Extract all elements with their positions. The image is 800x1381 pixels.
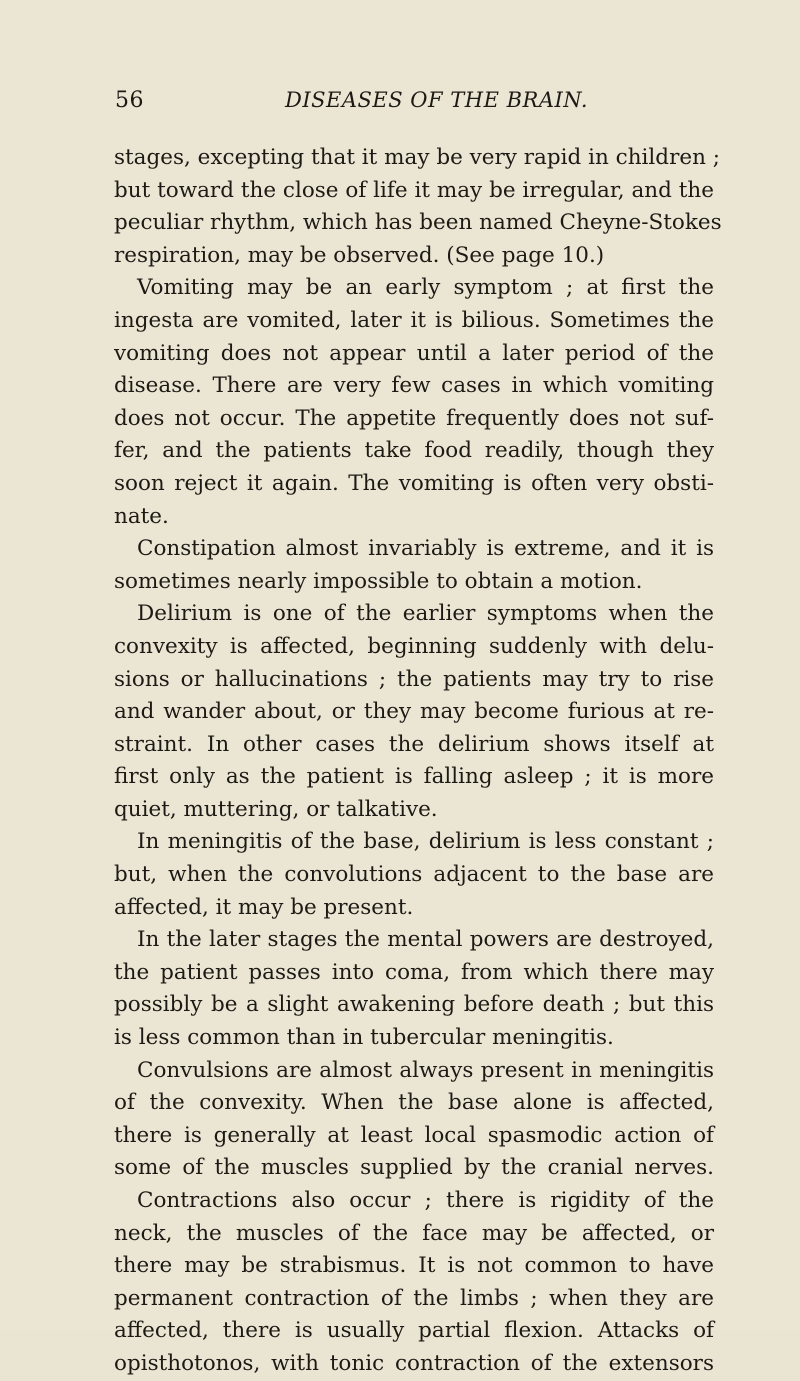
text-line: possibly be a slight awakening before death ; but this — [114, 992, 714, 1018]
text-line: nate. — [114, 503, 169, 529]
text-line: and wander about, or they may become furious at re- — [114, 699, 714, 725]
text-line: opisthotonos, with tonic contraction of the extensors — [114, 1350, 714, 1376]
text-line: does not occur. The appetite frequently does not suf- — [114, 405, 714, 431]
text-line: quiet, muttering, or talkative. — [114, 796, 438, 822]
text-line: of the convexity. When the base alone is affected, — [114, 1090, 714, 1116]
text-line: Convulsions are almost always present in meningitis — [137, 1057, 714, 1083]
text-line: respiration, may be observed. (See page 10.) — [114, 242, 605, 268]
text-line: Constipation almost invariably is extreme, and it is — [137, 536, 714, 562]
text-line: soon reject it again. The vomiting is often very obsti- — [114, 470, 714, 496]
body-text — [114, 142, 722, 1381]
page-number: 56 — [115, 88, 144, 113]
text-line: stages, excepting that it may be very rapid in children ; — [114, 145, 720, 170]
text-line: there may be strabismus. It is not common to have — [114, 1253, 714, 1279]
text-line: but, when the convolutions adjacent to the base are — [114, 862, 714, 888]
text-line: sions or hallucinations ; the patients may try to rise — [114, 666, 714, 692]
text-line: first only as the patient is falling asleep ; it is more — [114, 764, 714, 790]
text-line: is less common than in tubercular meningitis. — [114, 1025, 614, 1051]
text-line: vomiting does not appear until a later period of the — [114, 340, 714, 366]
text-line: Vomiting may be an early symptom ; at first the — [137, 275, 714, 301]
text-line: ingesta are vomited, later it is bilious. Sometimes the — [114, 307, 714, 333]
text-line: permanent contraction of the limbs ; when they are — [114, 1285, 714, 1311]
text-line: straint. In other cases the delirium shows itself at — [114, 731, 714, 757]
text-line: the patient passes into coma, from which there may — [114, 959, 714, 985]
running-title: DISEASES OF THE BRAIN. — [285, 88, 588, 112]
text-line: affected, there is usually partial flexion. Attacks of — [114, 1318, 714, 1344]
text-line: Contractions also occur ; there is rigidity of the — [137, 1188, 714, 1213]
text-line: In the later stages the mental powers are destroyed, — [137, 927, 714, 953]
running-head — [115, 88, 695, 118]
text-line: some of the muscles supplied by the cranial nerves. — [114, 1155, 714, 1181]
text-line: Delirium is one of the earlier symptoms when the — [137, 601, 714, 627]
text-line: In meningitis of the base, delirium is less constant ; — [137, 829, 714, 855]
text-line: convexity is affected, beginning suddenly with delu- — [114, 633, 714, 659]
text-line: sometimes nearly impossible to obtain a motion. — [114, 568, 643, 594]
text-line: disease. There are very few cases in which vomiting — [114, 373, 714, 399]
text-line: affected, it may be present. — [114, 894, 414, 920]
text-line: but toward the close of life it may be irregular, and the — [114, 177, 714, 203]
text-line: there is generally at least local spasmodic action of — [114, 1122, 714, 1148]
text-line: neck, the muscles of the face may be affected, or — [114, 1220, 714, 1246]
text-line: peculiar rhythm, which has been named Cheyne-Stokes — [114, 210, 722, 236]
text-line: fer, and the patients take food readily, though they — [114, 438, 714, 464]
